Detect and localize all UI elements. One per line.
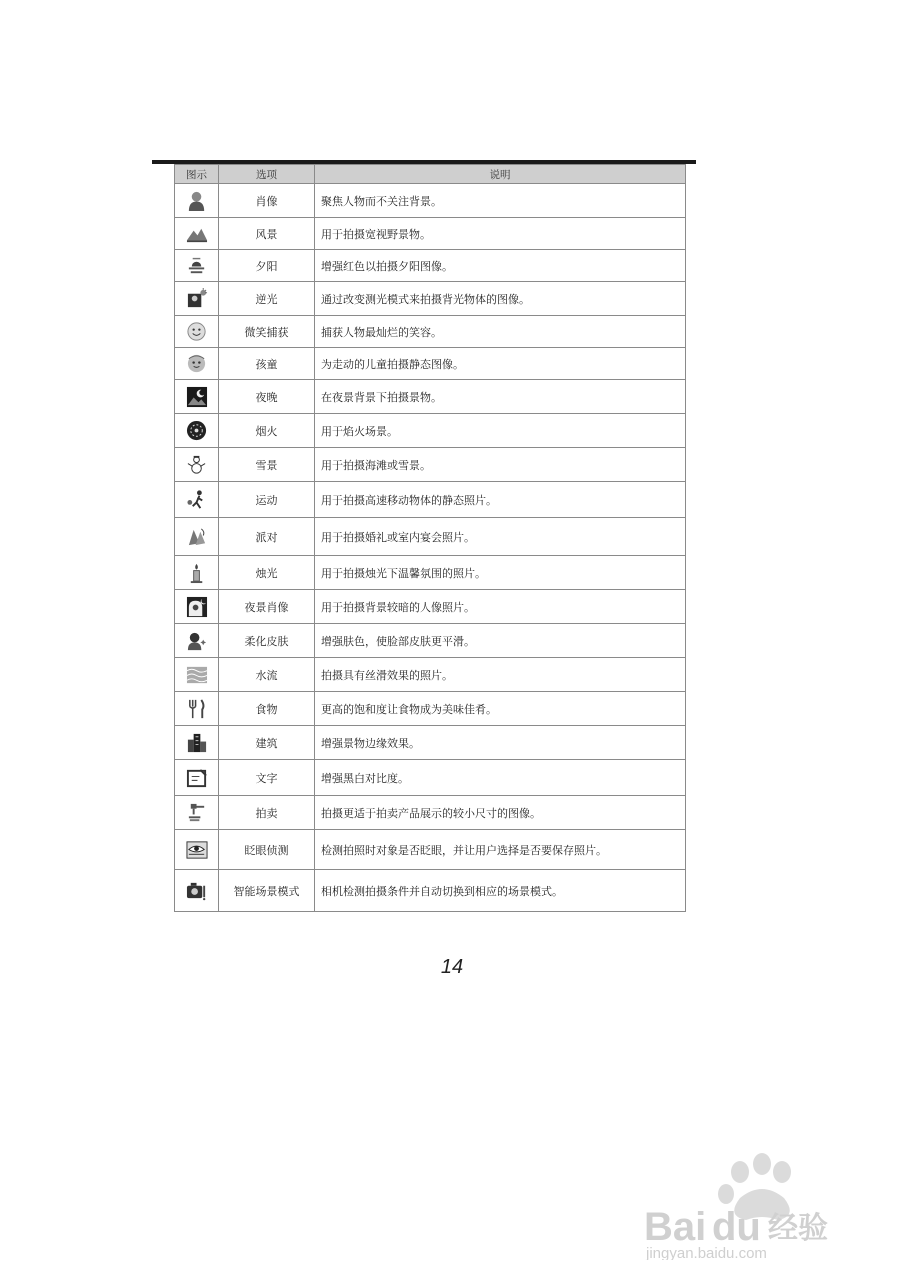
icon-cell <box>175 448 219 482</box>
table-row <box>175 348 686 380</box>
table-row <box>175 316 686 348</box>
icon-cell <box>175 624 219 658</box>
option-cell: 烟火 <box>219 414 315 448</box>
description-cell: 用于焰火场景。 <box>315 414 686 448</box>
description-cell: 增强黑白对比度。 <box>315 760 686 796</box>
description-cell: 增强红色以拍摄夕阳图像。 <box>315 250 686 282</box>
table-row <box>175 590 686 624</box>
description-cell: 聚焦人物而不关注背景。 <box>315 184 686 218</box>
building-icon <box>186 732 208 754</box>
description-cell: 捕获人物最灿烂的笑容。 <box>315 316 686 348</box>
option-cell: 智能场景模式 <box>219 870 315 912</box>
icon-cell <box>175 556 219 590</box>
party-icon <box>186 526 208 548</box>
description-cell: 用于拍摄婚礼或室内宴会照片。 <box>315 518 686 556</box>
option-cell: 风景 <box>219 218 315 250</box>
watermark-url: jingyan.baidu.com <box>646 1245 767 1260</box>
description-cell: 更高的饱和度让食物成为美味佳肴。 <box>315 692 686 726</box>
table-row <box>175 282 686 316</box>
icon-cell <box>175 250 219 282</box>
description-cell: 为走动的儿童拍摄静态图像。 <box>315 348 686 380</box>
svg-text:Bai: Bai <box>644 1205 707 1249</box>
sport-icon <box>186 489 208 511</box>
night-icon <box>186 386 208 408</box>
icon-cell <box>175 184 219 218</box>
option-cell: 夜晚 <box>219 380 315 414</box>
night-portrait-icon <box>186 596 208 618</box>
description-cell: 用于拍摄高速移动物体的静态照片。 <box>315 482 686 518</box>
option-cell: 逆光 <box>219 282 315 316</box>
icon-cell <box>175 414 219 448</box>
soft-skin-icon <box>186 630 208 652</box>
water-icon <box>186 664 208 686</box>
table-row <box>175 250 686 282</box>
icon-cell <box>175 726 219 760</box>
icon-cell <box>175 692 219 726</box>
icon-cell <box>175 380 219 414</box>
table-row <box>175 218 686 250</box>
icon-cell <box>175 316 219 348</box>
table-row <box>175 830 686 870</box>
description-cell: 用于拍摄宽视野景物。 <box>315 218 686 250</box>
table-row <box>175 184 686 218</box>
fireworks-icon <box>186 420 208 442</box>
table-row <box>175 760 686 796</box>
description-cell: 拍摄具有丝滑效果的照片。 <box>315 658 686 692</box>
icon-cell <box>175 482 219 518</box>
option-cell: 雪景 <box>219 448 315 482</box>
header-icon-col: 图示 <box>175 165 219 184</box>
blink-detect-icon <box>186 839 208 861</box>
description-cell: 用于拍摄背景较暗的人像照片。 <box>315 590 686 624</box>
table-row <box>175 518 686 556</box>
landscape-icon <box>186 223 208 245</box>
table-row <box>175 414 686 448</box>
table-row <box>175 482 686 518</box>
icon-cell <box>175 796 219 830</box>
icon-cell <box>175 658 219 692</box>
description-cell: 用于拍摄海滩或雪景。 <box>315 448 686 482</box>
table-row <box>175 556 686 590</box>
option-cell: 派对 <box>219 518 315 556</box>
svg-text:经验: 经验 <box>768 1211 828 1246</box>
portrait-icon <box>186 190 208 212</box>
backlight-icon <box>186 288 208 310</box>
description-cell: 在夜景背景下拍摄景物。 <box>315 380 686 414</box>
description-cell: 增强肤色，使脸部皮肤更平滑。 <box>315 624 686 658</box>
option-cell: 微笑捕获 <box>219 316 315 348</box>
icon-cell <box>175 348 219 380</box>
scene-mode-table <box>174 164 686 912</box>
option-cell: 拍卖 <box>219 796 315 830</box>
description-cell: 相机检测拍摄条件并自动切换到相应的场景模式。 <box>315 870 686 912</box>
header-option-col: 选项 <box>219 165 315 184</box>
icon-cell <box>175 282 219 316</box>
table-row <box>175 624 686 658</box>
header-desc-col: 说明 <box>315 165 686 184</box>
candlelight-icon <box>186 562 208 584</box>
option-cell: 孩童 <box>219 348 315 380</box>
option-cell: 眨眼侦测 <box>219 830 315 870</box>
option-cell: 建筑 <box>219 726 315 760</box>
option-cell: 水流 <box>219 658 315 692</box>
snow-icon <box>186 454 208 476</box>
description-cell: 检测拍照时对象是否眨眼，并让用户选择是否要保存照片。 <box>315 830 686 870</box>
description-cell: 用于拍摄烛光下温馨氛围的照片。 <box>315 556 686 590</box>
description-cell: 通过改变测光模式来拍摄背光物体的图像。 <box>315 282 686 316</box>
icon-cell <box>175 218 219 250</box>
icon-cell <box>175 590 219 624</box>
text-icon <box>186 767 208 789</box>
table-row <box>175 448 686 482</box>
page-number: 14 <box>440 956 464 978</box>
option-cell: 文字 <box>219 760 315 796</box>
description-cell: 增强景物边缘效果。 <box>315 726 686 760</box>
table-header-row <box>175 165 686 184</box>
food-icon <box>186 698 208 720</box>
table-row <box>175 692 686 726</box>
smile-icon <box>186 321 208 343</box>
option-cell: 食物 <box>219 692 315 726</box>
table-row <box>175 658 686 692</box>
sunset-icon <box>186 255 208 277</box>
option-cell: 烛光 <box>219 556 315 590</box>
table-row <box>175 870 686 912</box>
option-cell: 柔化皮肤 <box>219 624 315 658</box>
baidu-watermark-logo <box>640 1150 880 1260</box>
table-row <box>175 726 686 760</box>
option-cell: 夕阳 <box>219 250 315 282</box>
icon-cell <box>175 760 219 796</box>
icon-cell <box>175 518 219 556</box>
option-cell: 夜景肖像 <box>219 590 315 624</box>
auction-icon <box>186 802 208 824</box>
option-cell: 肖像 <box>219 184 315 218</box>
table-row <box>175 380 686 414</box>
child-icon <box>186 353 208 375</box>
icon-cell <box>175 870 219 912</box>
smart-scene-icon <box>186 880 208 902</box>
svg-text:du: du <box>712 1205 761 1249</box>
option-cell: 运动 <box>219 482 315 518</box>
table-row <box>175 796 686 830</box>
description-cell: 拍摄更适于拍卖产品展示的较小尺寸的图像。 <box>315 796 686 830</box>
icon-cell <box>175 830 219 870</box>
